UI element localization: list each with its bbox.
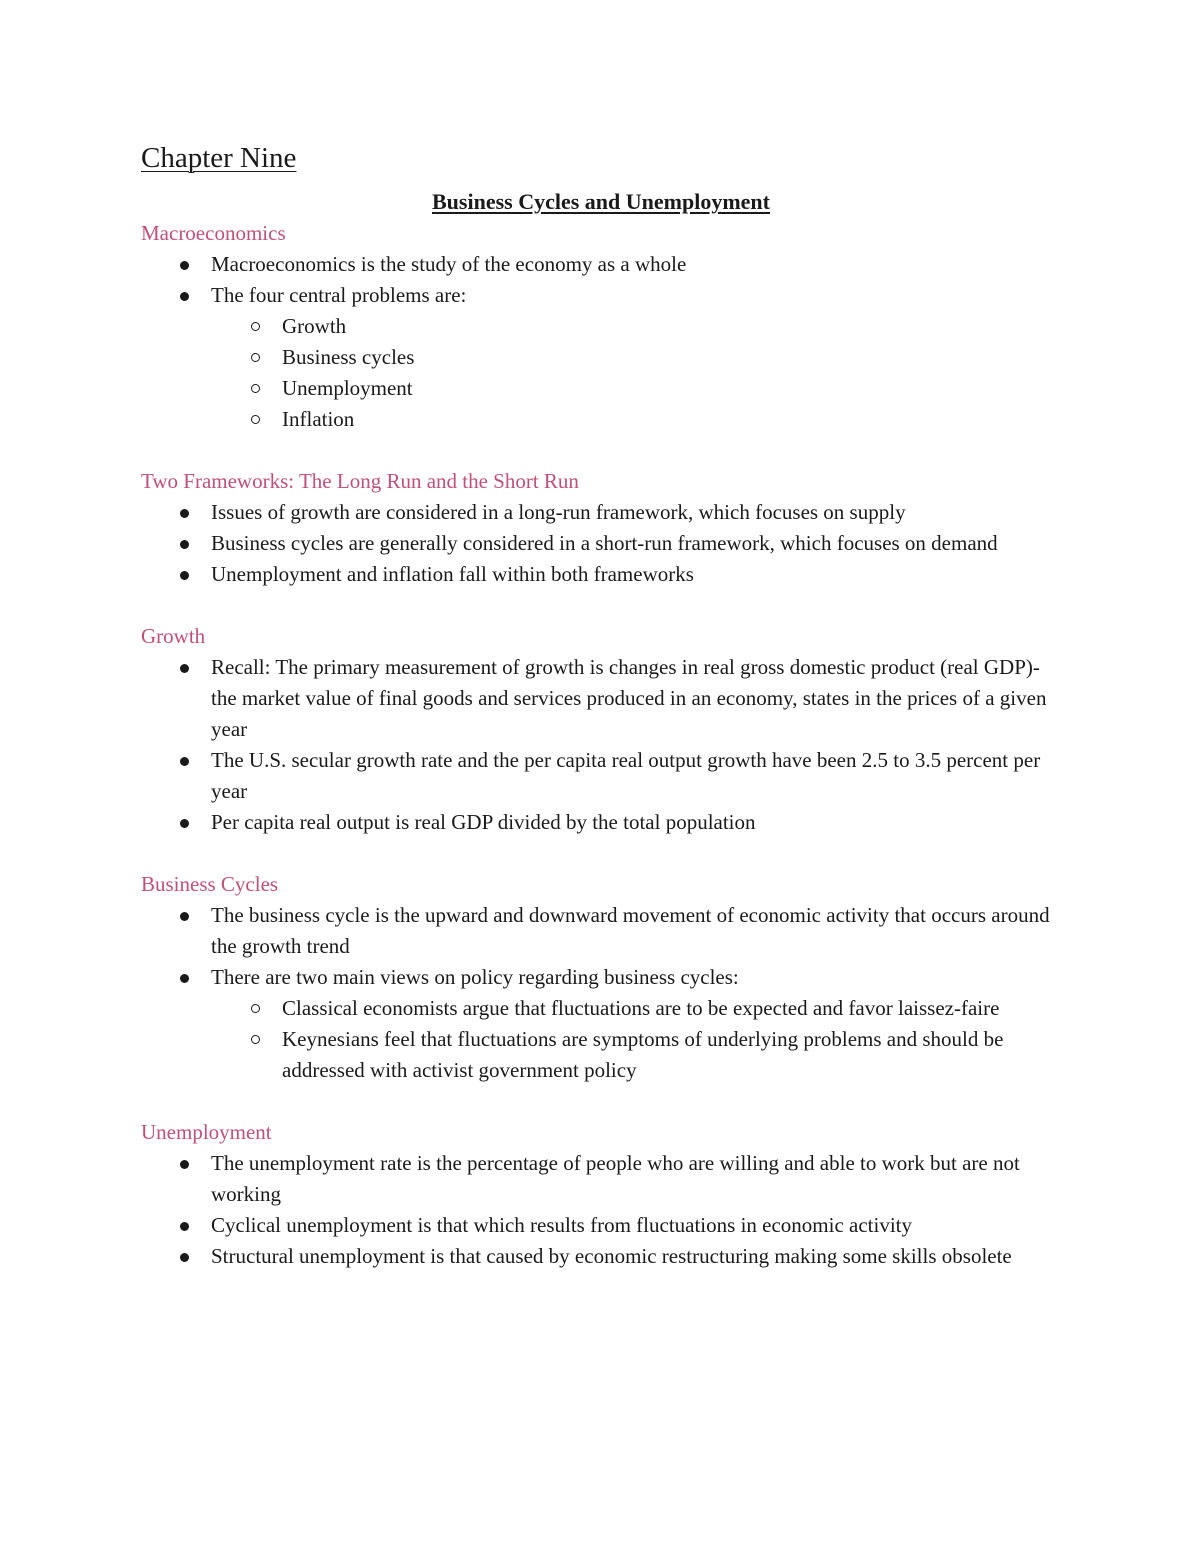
bullet-text: The business cycle is the upward and downward movement of economic activity that occurs around the growth trend xyxy=(211,903,1050,958)
bullet-list xyxy=(141,249,1061,435)
sub-bullet-item: Business cycles xyxy=(282,342,1061,373)
bullet-text: The unemployment rate is the percentage of people who are willing and able to work but are not working xyxy=(211,1151,1020,1206)
sub-bullet-item: Keynesians feel that fluctuations are symptoms of underlying problems and should be addressed with activist government policy xyxy=(282,1024,1061,1086)
bullet-item xyxy=(211,745,1061,807)
section xyxy=(141,218,1061,435)
bullet-text: The U.S. secular growth rate and the per capita real output growth have been 2.5 to 3.5 percent per year xyxy=(211,748,1041,803)
sub-bullet-item: Inflation xyxy=(282,404,1061,435)
sub-bullet-item: Growth xyxy=(282,311,1061,342)
bullet-item xyxy=(211,900,1061,962)
sub-bullet-list xyxy=(211,993,1061,1086)
section-heading: Macroeconomics xyxy=(141,221,286,245)
section-heading: Unemployment xyxy=(141,1120,272,1144)
section xyxy=(141,621,1061,838)
bullet-text: Recall: The primary measurement of growth is changes in real gross domestic product (real GDP)- the market value of final goods and services produced in an economy, states in the prices of a given year xyxy=(211,655,1047,741)
document-subtitle: Business Cycles and Unemployment xyxy=(432,189,770,214)
sub-bullet-list xyxy=(211,311,1061,435)
bullet-item xyxy=(211,249,1061,280)
bullet-text: There are two main views on policy regarding business cycles: xyxy=(211,965,739,989)
bullet-list xyxy=(141,900,1061,1086)
bullet-item xyxy=(211,1241,1061,1272)
sections-container xyxy=(141,218,1061,1272)
bullet-item xyxy=(211,528,1061,559)
document-page xyxy=(141,138,1061,1272)
bullet-item xyxy=(211,497,1061,528)
bullet-text: Business cycles are generally considered in a short-run framework, which focuses on demand xyxy=(211,531,998,555)
bullet-list xyxy=(141,1148,1061,1272)
bullet-text: Cyclical unemployment is that which results from fluctuations in economic activity xyxy=(211,1213,913,1237)
bullet-item xyxy=(211,559,1061,590)
bullet-text: Issues of growth are considered in a long-run framework, which focuses on supply xyxy=(211,500,906,524)
bullet-list xyxy=(141,497,1061,590)
bullet-text: Macroeconomics is the study of the economy as a whole xyxy=(211,252,687,276)
bullet-text: Unemployment and inflation fall within both frameworks xyxy=(211,562,694,586)
section xyxy=(141,1117,1061,1272)
bullet-text: Per capita real output is real GDP divided by the total population xyxy=(211,810,756,834)
section-heading: Two Frameworks: The Long Run and the Short Run xyxy=(141,469,579,493)
bullet-item xyxy=(211,280,1061,435)
sub-bullet-item: Unemployment xyxy=(282,373,1061,404)
section xyxy=(141,869,1061,1086)
section-heading: Business Cycles xyxy=(141,872,279,896)
section-heading: Growth xyxy=(141,624,206,648)
bullet-list xyxy=(141,652,1061,838)
sub-bullet-item: Classical economists argue that fluctuations are to be expected and favor laissez-faire xyxy=(282,993,1061,1024)
bullet-text: Structural unemployment is that caused by economic restructuring making some skills obsolete xyxy=(211,1244,1012,1268)
bullet-item xyxy=(211,1210,1061,1241)
chapter-title: Chapter Nine xyxy=(141,142,297,174)
bullet-item xyxy=(211,652,1061,745)
bullet-text: The four central problems are: xyxy=(211,283,467,307)
bullet-item xyxy=(211,962,1061,1086)
section xyxy=(141,466,1061,590)
bullet-item xyxy=(211,1148,1061,1210)
bullet-item xyxy=(211,807,1061,838)
